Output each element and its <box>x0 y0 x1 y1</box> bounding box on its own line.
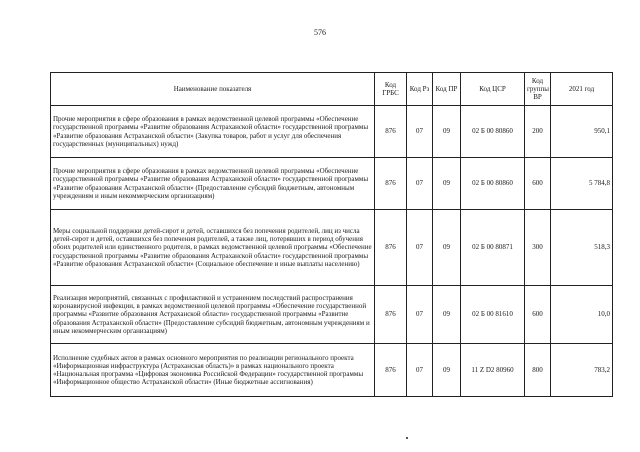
header-csr: Код ЦСР <box>461 73 525 106</box>
row-vr: 200 <box>525 106 551 158</box>
row-name: Исполнение судебных актов в рамках основного мероприятия по реализации регионального проекта «Информационная инфраструктура (Астраханская область)» в рамках национального проекта «Национальная программа «Цифровая экономика Российской Федерации» государственной программы «Информационное общество Астраханской области» (Иные бюджетные ассигнования) <box>51 344 375 397</box>
budget-table <box>50 72 613 397</box>
row-pr: 09 <box>433 344 461 397</box>
row-csr: 02 Б 00 80860 <box>461 158 525 210</box>
row-name: Прочие мероприятия в сфере образования в рамках ведомственной целевой программы «Обеспечение государственной программы «Развитие образования Астраханской области» государственной программы «Развитие образования Астраханской области» (Закупка товаров, работ и услуг для обеспечения государственных (муниципальных) нужд) <box>51 106 375 158</box>
header-pr: Код ПР <box>433 73 461 106</box>
row-csr: 02 Б 00 80860 <box>461 106 525 158</box>
row-csr: 11 Z D2 80960 <box>461 344 525 397</box>
row-pr: 09 <box>433 286 461 344</box>
table-row <box>51 210 613 286</box>
row-vr: 600 <box>525 286 551 344</box>
row-grbs: 876 <box>375 344 407 397</box>
row-amount: 5 784,8 <box>551 158 613 210</box>
row-pr: 09 <box>433 210 461 286</box>
row-grbs: 876 <box>375 158 407 210</box>
row-rz: 07 <box>407 106 433 158</box>
row-csr: 02 Б 00 80871 <box>461 210 525 286</box>
table-row <box>51 344 613 397</box>
row-name: Прочие мероприятия в сфере образования в рамках ведомственной целевой программы «Обеспечение государственной программы «Развитие образования Астраханской области» государственной программы «Развитие образования Астраханской области» (Предоставление субсидий бюджетным, автономным учреждениям и иным некоммерческим организациям) <box>51 158 375 210</box>
row-amount: 10,0 <box>551 286 613 344</box>
table-row <box>51 158 613 210</box>
row-pr: 09 <box>433 158 461 210</box>
page-number: 576 <box>314 28 326 37</box>
header-rz: Код Рз <box>407 73 433 106</box>
row-amount: 783,2 <box>551 344 613 397</box>
table-row <box>51 286 613 344</box>
row-grbs: 876 <box>375 210 407 286</box>
scan-speck <box>406 437 408 439</box>
row-rz: 07 <box>407 158 433 210</box>
row-amount: 950,1 <box>551 106 613 158</box>
row-rz: 07 <box>407 344 433 397</box>
header-grbs: Код ГРБС <box>375 73 407 106</box>
row-vr: 600 <box>525 158 551 210</box>
row-grbs: 876 <box>375 106 407 158</box>
header-year: 2021 год <box>551 73 613 106</box>
header-name: Наименование показателя <box>51 73 375 106</box>
table-row <box>51 106 613 158</box>
row-vr: 300 <box>525 210 551 286</box>
row-rz: 07 <box>407 286 433 344</box>
table-header-row <box>51 73 613 106</box>
row-rz: 07 <box>407 210 433 286</box>
row-grbs: 876 <box>375 286 407 344</box>
row-pr: 09 <box>433 106 461 158</box>
row-name: Меры социальной поддержки детей-сирот и детей, оставшихся без попечения родителей, лиц из числа детей-сирот и детей, оставшихся без попечения родителей, а также лиц, потерявших в период обучения обоих родителей или единственного родителя, в рамках ведомственной целевой программы «Обеспечение государственной программы «Развитие образования Астраханской области» государственной программы «Развитие образования Астраханской области» (Социальное обеспечение и иные выплаты населению) <box>51 210 375 286</box>
header-vr: Код группы ВР <box>525 73 551 106</box>
row-amount: 518,3 <box>551 210 613 286</box>
row-csr: 02 Б 00 81610 <box>461 286 525 344</box>
row-name: Реализация мероприятий, связанных с профилактикой и устранением последствий распространения коронавирусной инфекции, в рамках ведомственной целевой программы «Обеспечение государственной программы «Развитие образования Астраханской области» государственной программы «Развитие образования Астраханской области» (Предоставление субсидий бюджетным, автономным учреждениям и иным некоммерческим организациям) <box>51 286 375 344</box>
row-vr: 800 <box>525 344 551 397</box>
